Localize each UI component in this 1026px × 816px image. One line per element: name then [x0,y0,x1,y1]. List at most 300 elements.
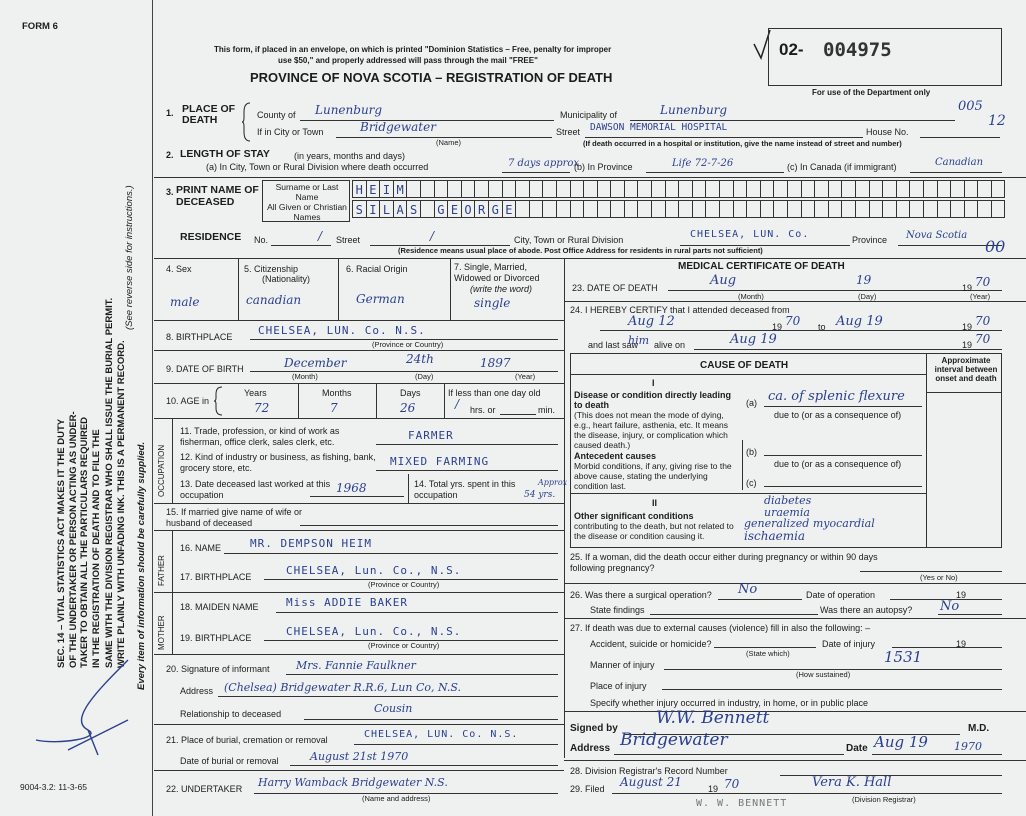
surname-cell [923,180,937,198]
autopsy-value: No [940,599,960,614]
given-name-cell [637,200,651,218]
interval-heading: Approximate interval between onset and death [934,356,998,383]
due-to-2: due to (or as a consequence of) [774,459,902,469]
months-label: Months [322,388,352,398]
given-name-cell: G [434,200,448,218]
relationship-value: Cousin [374,702,413,715]
stay-b-line [646,172,784,173]
age-v3 [444,383,445,418]
surname-cell [828,180,842,198]
origin-label: 6. Racial Origin [346,264,408,274]
s2-number: 2. [166,150,174,160]
given-name-cell [678,200,692,218]
given-name-cell [773,200,787,218]
registration-prefix: 02- [779,40,804,59]
years-label: Years [244,388,267,398]
signed-address-line [614,754,844,755]
sec14-line-3: TAKER TO OBTAIN ALL THE PARTICULARS REQUIRED [79,416,90,668]
undertaker-label: 22. UNDERTAKER [166,784,243,794]
grid-rule-418 [154,418,564,419]
origin-value: German [356,292,405,306]
dob-day: 24th [406,352,434,366]
street-line [585,137,863,138]
registration-number-box [768,28,1002,86]
department-use-label: For use of the Department only [812,88,931,97]
attend-yr2: 19 [962,322,973,332]
surname-cell [474,180,488,198]
grid-rule-383 [154,383,564,384]
city-value: Bridgewater [360,120,436,134]
birthplace-value: CHELSEA, LUN. Co. N.S. [258,324,426,337]
marital-sub: (write the word) [470,284,533,294]
death-year: 70 [975,275,991,289]
signed-year: 1970 [954,740,982,753]
days-label: Days [400,388,421,398]
cause-heading-rule [570,374,926,375]
s3-top-rule [154,177,1026,178]
burial-date-label: Date of burial or removal [180,756,279,766]
residence-caption: (Residence means usual place of abode. Post Office Address for residents in rural parts not sufficient) [398,246,763,255]
grid-rule-592 [154,592,564,593]
industry-line [376,470,558,471]
sec14-line-4: IN THE REGISTRATION OF DEATH AND TO FILE THE [90,429,102,668]
state-which-caption: (State which) [746,649,790,658]
given-name-cell [937,200,951,218]
city-label: If in City or Town [257,127,324,137]
trade-value: FARMER [408,429,454,442]
residence-city-value: CHELSEA, LUN. Co. [690,229,810,240]
given-name-cell [950,200,964,218]
given-name-cell [964,200,978,218]
stay-c-line [910,172,1002,173]
cause-c-label: (c) [746,478,757,488]
q26-value: No [738,582,758,597]
residence-city-label: City, Town or Rural Division [514,235,624,245]
father-name-label: 16. NAME [180,543,222,553]
dob-label: 9. DATE OF BIRTH [166,364,244,374]
occupation-side-label: OCCUPATION [157,444,166,497]
sec14-notice [56,148,102,668]
father-bp-caption: (Province or Country) [368,580,440,589]
surname-cell [542,180,556,198]
maiden-value: Miss ADDIE BAKER [286,596,408,609]
surname-cell [434,180,448,198]
surname-cell [637,180,651,198]
death-year-prefix: 19 [962,283,973,293]
surname-cell [733,180,747,198]
mother-bp-caption: (Province or Country) [368,641,440,650]
street-label: Street [556,127,581,137]
given-name-cell [909,200,923,218]
death-month: Aug [710,273,737,288]
relationship-label: Relationship to deceased [180,709,282,719]
residence-no-label: No. [254,235,269,245]
filed-yr-value: 70 [724,777,740,791]
alive-line [694,349,1002,350]
father-side-label: FATHER [157,555,166,586]
alive-label: alive on [654,340,686,350]
surname-cell [665,180,679,198]
grid-rule-760 [564,760,1026,761]
q25-caption: (Yes or No) [920,573,958,582]
given-name-cell [705,200,719,218]
grid-rule-618 [564,618,1026,619]
cause-a-line [764,406,922,407]
margin-divider [152,0,153,816]
surname-cell: M [393,180,407,198]
age-v1 [298,383,299,418]
age-v2 [376,383,377,418]
cause-interval-divider [926,353,927,548]
given-name-cell [746,200,760,218]
trade-line [376,444,558,445]
signed-date-line [872,754,1002,755]
autopsy-label: Was there an autopsy? [820,605,913,615]
given-name-cell [733,200,747,218]
residence-no-value: / [318,229,323,243]
age-label: 10. AGE in [166,396,210,406]
given-name-cell [787,200,801,218]
institution-caption: (If death occurred in a hospital or institution, give the name instead of street and number) [583,139,902,148]
house-line [920,137,1000,138]
given-name-cell [882,200,896,218]
relationship-line [304,719,558,720]
hrs-value: / [455,397,460,411]
dob-day-caption: (Day) [415,372,434,381]
cause-c-line [764,486,922,487]
min-label: min. [538,405,556,415]
other-cond-3: generalized myocardial [744,517,875,530]
signed-address-label: Address [570,743,611,754]
grid-rule-530 [154,530,564,531]
surname-cell [841,180,855,198]
given-name-cell [801,200,815,218]
mailing-notice-2: use $50," and properly addressed will pass through the mail "FREE" [278,56,538,65]
surname-cell [787,180,801,198]
grid-v-338 [338,258,339,320]
surname-cell [801,180,815,198]
surname-cell [719,180,733,198]
county-label: County of [257,110,296,120]
grid-v-238 [238,258,239,320]
length-of-stay-sub: (in years, months and days) [294,151,406,161]
surname-label: Surname or Last Name [275,182,339,202]
given-name-cell: O [461,200,475,218]
last-worked-line [310,496,404,497]
given-name-cell: E [447,200,461,218]
q25-line [860,571,1002,572]
operation-yr: 19 [956,590,967,600]
surname-cell [597,180,611,198]
dob-year-caption: (Year) [515,372,536,381]
signed-label: Signed by [570,723,618,734]
maiden-label: 18. MAIDEN NAME [180,602,259,612]
cause-b-label: (b) [746,447,757,457]
surname-cell [570,180,584,198]
birthplace-label: 8. BIRTHPLACE [166,332,233,342]
undertaker-value: Harry Wamback Bridgewater N.S. [258,776,448,789]
direct-cause-note: (This does not mean the mode of dying, e.g., heart failure, asthenia, etc. It means the disease, injury, or complication which caused death.) [574,410,729,450]
form-print-code: 9004-3.2: 11-3-65 [20,782,87,792]
grid-rule-258 [154,258,1026,259]
days-value: 26 [400,401,416,415]
form-number: FORM 6 [22,21,58,32]
signed-date: Aug 19 [874,733,928,751]
citizenship-sub: (Nationality) [262,274,311,284]
given-name-cell: A [393,200,407,218]
surname-cells [352,180,1005,198]
given-name-cell [583,200,597,218]
residence-street-value: / [430,229,435,243]
findings-label: State findings [590,605,645,615]
s1-bracket-icon [242,102,252,142]
sex-label: 4. Sex [166,264,192,274]
given-name-cell [923,200,937,218]
other-cond-label: Other significant conditions [574,511,694,521]
filed-label: 29. Filed [570,784,605,794]
antecedent-label: Antecedent causes [574,451,657,461]
given-cells [352,200,1005,218]
surname-cell [977,180,991,198]
registrar-caption: (Division Registrar) [852,795,916,804]
filed-line [612,793,1002,794]
surname-cell [705,180,719,198]
birthplace-caption: (Province or Country) [372,340,444,349]
mother-side-label: MOTHER [157,615,166,650]
undertaker-caption: (Name and address) [362,794,431,803]
antecedent-note: Morbid conditions, if any, giving rise to the above cause, stating the underlying condition last. [574,461,732,491]
q26-label: 26. Was there a surgical operation? [570,590,712,600]
marital-value: single [474,296,511,310]
burial-place-line [354,744,558,745]
informant-sig-line [286,674,558,675]
death-date-line [668,290,1002,291]
grid-v-450 [450,258,451,320]
given-name-cell: S [406,200,420,218]
dob-month: December [284,356,347,370]
given-name-cell [977,200,991,218]
surname-cell [896,180,910,198]
surname-cell [515,180,529,198]
surname-cell [447,180,461,198]
informant-signature: Mrs. Fannie Faulkner [296,659,416,672]
physician-name-stamp: W. W. BENNETT [696,798,788,809]
form-title: PROVINCE OF NOVA SCOTIA – REGISTRATION OF DEATH [250,70,613,85]
burial-date-value: August 21st 1970 [310,750,409,763]
given-name-cell [896,200,910,218]
grid-rule-654 [154,654,564,655]
citizenship-label: 5. Citizenship [244,264,299,274]
residence-code: 00 [985,237,1006,256]
occupation-divider [172,418,173,503]
informant-sig-label: 20. Signature of informant [166,664,270,674]
sec14-line-5: SAME WITH THE DIVISION REGISTRAR WHO SHALL ISSUE THE BURIAL PERMIT. [104,297,115,668]
residence-province-label: Province [852,235,888,245]
surname-cell [406,180,420,198]
given-name-cell: I [366,200,380,218]
manner-label: Manner of injury [590,660,655,670]
place-code: 005 [958,99,983,114]
given-name-cell [760,200,774,218]
grid-rule-583 [564,583,1026,584]
operation-date-label: Date of operation [806,590,876,600]
mother-bp-value: CHELSEA, Lun. Co., N.S. [286,625,462,638]
stay-a-value: 7 days approx [508,158,580,169]
grid-rule-320 [154,320,564,321]
length-of-stay-label: LENGTH OF STAY [180,148,270,160]
father-name-value: MR. DEMPSON HEIM [250,537,372,550]
death-day: 19 [856,273,872,287]
last-worked-value: 1968 [336,481,367,495]
mother-divider [172,592,173,654]
father-divider [172,530,173,592]
attend-to-label: to [818,322,826,332]
given-name-cell [597,200,611,218]
given-name-cell [624,200,638,218]
given-label: All Given or Christian Names [267,202,347,222]
specify-label: Specify whether injury occurred in industry, in home, or in public place [590,698,868,708]
spouse-label: 15. If married give name of wife or husband of deceased [166,507,303,528]
stay-c-label: (c) In Canada (if immigrant) [787,162,897,172]
surname-cell [692,180,706,198]
surname-cell [678,180,692,198]
surname-cell: I [379,180,393,198]
print-name-label: PRINT NAME OF DECEASED [176,184,259,208]
months-value: 7 [330,401,338,415]
surname-cell [651,180,665,198]
hrs-label: hrs. or [470,405,496,415]
maiden-line [276,612,558,613]
reverse-side-note: (See reverse side for instructions.) [124,185,135,330]
given-name-cell [542,200,556,218]
given-name-cell [814,200,828,218]
death-date-label: 23. DATE OF DEATH [572,283,658,293]
margin-signature-mark [28,650,138,760]
total-years-value: 54 yrs. [524,490,556,500]
given-name-cell [651,200,665,218]
grid-rule-503 [154,503,564,504]
death-day-caption: (Day) [858,292,877,301]
accident-line [714,647,816,648]
given-name-cell [529,200,543,218]
given-name-cell: L [379,200,393,218]
trade-label: 11. Trade, profession, or kind of work as fisherman, office clerk, sales clerk, etc. [180,426,340,447]
surname-cell [583,180,597,198]
signed-address: Bridgewater [620,730,728,750]
part-two-label: II [652,498,658,508]
lt-day-label: If less than one day old [448,388,541,398]
informant-address: (Chelsea) Bridgewater R.R.6, Lun Co, N.S. [224,681,462,694]
other-cond-4: ischaemia [744,529,806,543]
municipality-value: Lunenburg [660,103,728,117]
father-bp-value: CHELSEA, Lun. Co., N.S. [286,564,462,577]
given-name-cell: E [502,200,516,218]
stay-a-label: (a) In City, Town or Rural Division where death occurred [206,162,429,172]
surname-cell [760,180,774,198]
surname-cell [461,180,475,198]
mailing-notice-1: This form, if placed in an envelope, on which is printed "Dominion Statistics – Free, penalty for improper [214,45,612,54]
alive-yr: 19 [962,340,973,350]
other-cond-1: diabetes [764,494,812,507]
city-caption: (Name) [436,138,462,147]
given-name-cell [515,200,529,218]
surname-cell [964,180,978,198]
surname-cell: E [366,180,380,198]
burial-place-label: 21. Place of burial, cremation or removal [166,735,328,745]
given-name-cell [610,200,624,218]
given-name-cell [692,200,706,218]
surname-cell [991,180,1005,198]
dob-year: 1897 [480,356,511,370]
cause-b-line [764,455,922,456]
burial-place-value: CHELSEA, LUN. Co. N.S. [364,729,519,740]
center-divider [564,258,565,758]
given-name-cell: R [474,200,488,218]
surname-cell [746,180,760,198]
surname-cell [529,180,543,198]
place-of-death-label: PLACE OF DEATH [182,103,236,126]
filed-yr: 19 [708,784,719,794]
citizenship-value: canadian [246,293,302,307]
injury-yr: 19 [956,639,967,649]
spouse-line [300,525,558,526]
father-bp-label: 17. BIRTHPLACE [180,572,252,582]
due-to-1: due to (or as a consequence of) [774,410,902,420]
residence-province-value: Nova Scotia [906,230,968,241]
q27-label: 27. If death was due to external causes (violence) fill in also the following: – [570,623,871,633]
surname-cell [937,180,951,198]
every-item-note: Every item of information should be carefully supplied. [136,441,147,690]
stay-c-value: Canadian [935,157,984,168]
injury-place-label: Place of injury [590,681,647,691]
surname-cell [909,180,923,198]
given-name-cell [991,200,1005,218]
given-name-cell [665,200,679,218]
registration-number: 004975 [823,39,892,61]
sec14-line-6: WRITE PLAINLY WITH UNFADING INK. THIS IS A PERMANENT RECORD. [115,340,127,668]
county-value: Lunenburg [315,103,383,117]
cause-a-label: (a) [746,398,757,408]
given-name-cell [869,200,883,218]
residence-street-label: Street [336,235,361,245]
autopsy-line [938,614,1002,615]
given-name-cell [828,200,842,218]
last-saw-pronoun: him [628,334,650,347]
death-year-caption: (Year) [970,292,991,301]
grid-rule-770 [154,770,564,771]
attend-label: 24. I HEREBY CERTIFY that I attended deceased from [570,305,790,315]
surname-cell [773,180,787,198]
approx-note: Approx [538,478,568,487]
cause-a-value: ca. of splenic flexure [768,389,905,404]
surname-cell [488,180,502,198]
mother-bp-label: 19. BIRTHPLACE [180,633,252,643]
cause-bracket-line [742,440,743,490]
age-bracket-icon [214,386,224,416]
q26-line [718,599,802,600]
grid-rule-711 [564,711,1026,712]
accident-label: Accident, suicide or homicide? [590,639,712,649]
given-name-cell [841,200,855,218]
father-name-line [224,553,558,554]
surname-cell [882,180,896,198]
attend-from: Aug 12 [628,314,675,329]
registrar-signature: Vera K. Hall [812,775,892,790]
surname-cell [869,180,883,198]
total-years-label: 14. Total yrs. spent in this occupation [414,479,516,500]
injury-date-label: Date of injury [822,639,876,649]
last-saw-label: and last saw [588,340,639,350]
